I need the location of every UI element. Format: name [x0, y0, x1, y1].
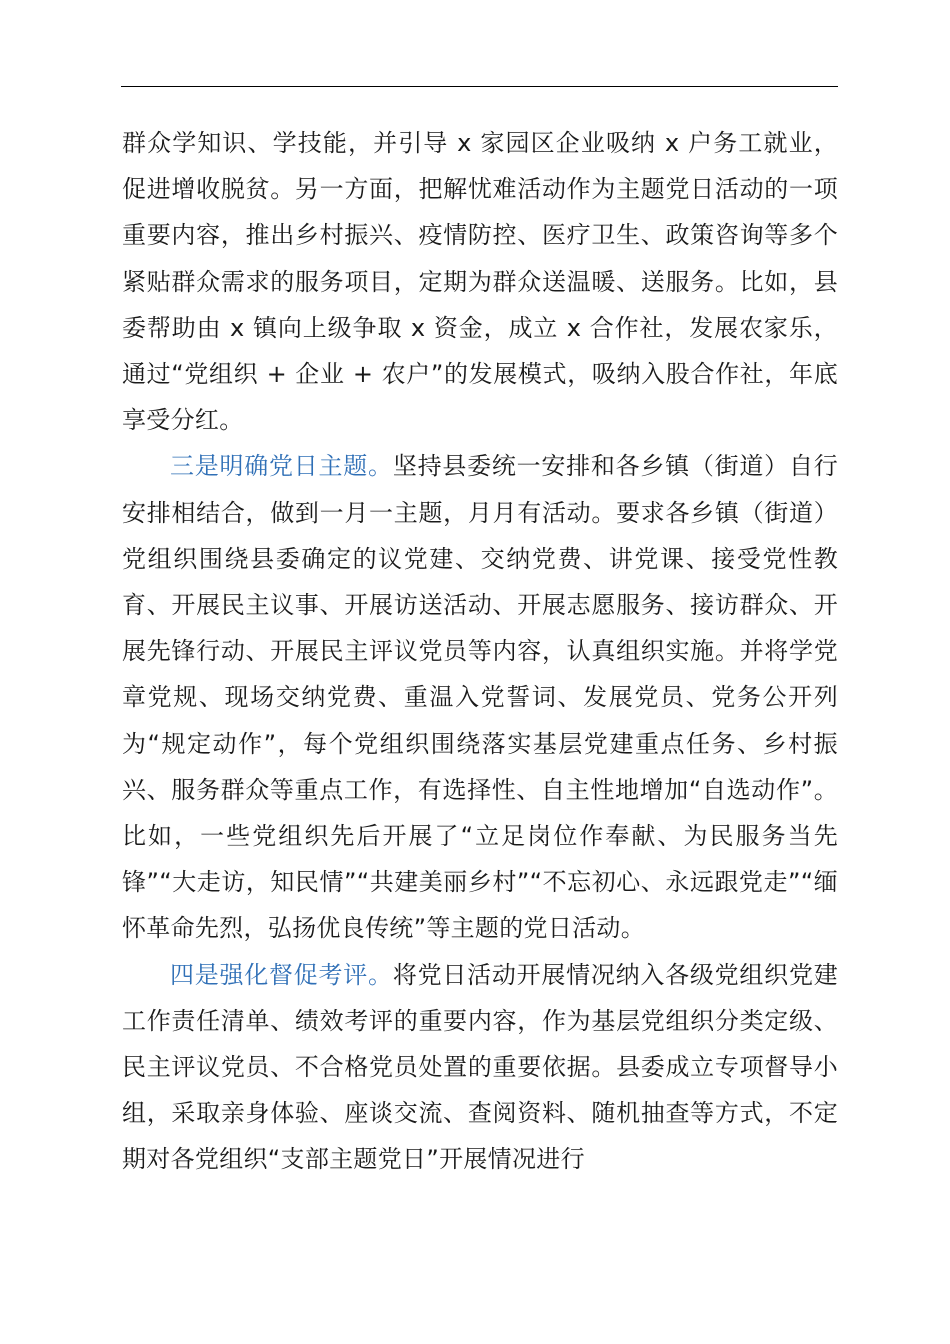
paragraph-1-text: 群众学知识、学技能，并引导 x 家园区企业吸纳 x 户务工就业，促进增收脱贫。另一方面，把解忧难活动作为主题党日活动的一项重要内容，推出乡村振兴、疫情防控、医疗卫生、政策咨询等多个紧贴群众需求的服务项目，定期为群众送温暖、送服务。比如，县委帮助由 x 镇向上级争取 x 资金，成立 x 合作社，发展农家乐，通过“党组织 + 企业 + 农户”的发展模式，吸纳入股合作社，年底享受分红。 [122, 129, 838, 435]
paragraph-3-text: 将党日活动开展情况纳入各级党组织党建工作责任清单、绩效考评的重要内容，作为基层党组织分类定级、民主评议党员、不合格党员处置的重要依据。县委成立专项督导小组，采取亲身体验、座谈交流、查阅资料、随机抽查等方式，不定期对各党组织“支部主题党日”开展情况进行 [122, 960, 839, 1174]
paragraph-2-text: 坚持县委统一安排和各乡镇（街道）自行安排相结合，做到一月一主题，月月有活动。要求各乡镇（街道）党组织围绕县委确定的议党建、交纳党费、讲党课、接受党性教育、开展民主议事、开展访送活动、开展志愿服务、接访群众、开展先锋行动、开展民主评议党员等内容，认真组织实施。并将学党章党规、现场交纳党费、重温入党誓词、发展党员、党务公开列为“规定动作”，每个党组织围绕落实基层党建重点任务、乡村振兴、服务群众等重点工作，有选择性、自主性地增加“自选动作”。比如，一些党组织先后开展了“立足岗位作奉献、为民服务当先锋”“大走访，知民情”“共建美丽乡村”“不忘初心、永远跟党走”“缅怀革命先烈，弘扬优良传统”等主题的党日活动。 [122, 452, 839, 943]
paragraph-2-heading: 三是明确党日主题。 [170, 452, 393, 481]
body-text [122, 120, 838, 1183]
paragraph-2 [122, 443, 838, 951]
paragraph-1 [122, 120, 838, 443]
paragraph-3-heading: 四是强化督促考评。 [170, 960, 393, 989]
header-rule [121, 86, 838, 87]
paragraph-3 [122, 952, 838, 1183]
